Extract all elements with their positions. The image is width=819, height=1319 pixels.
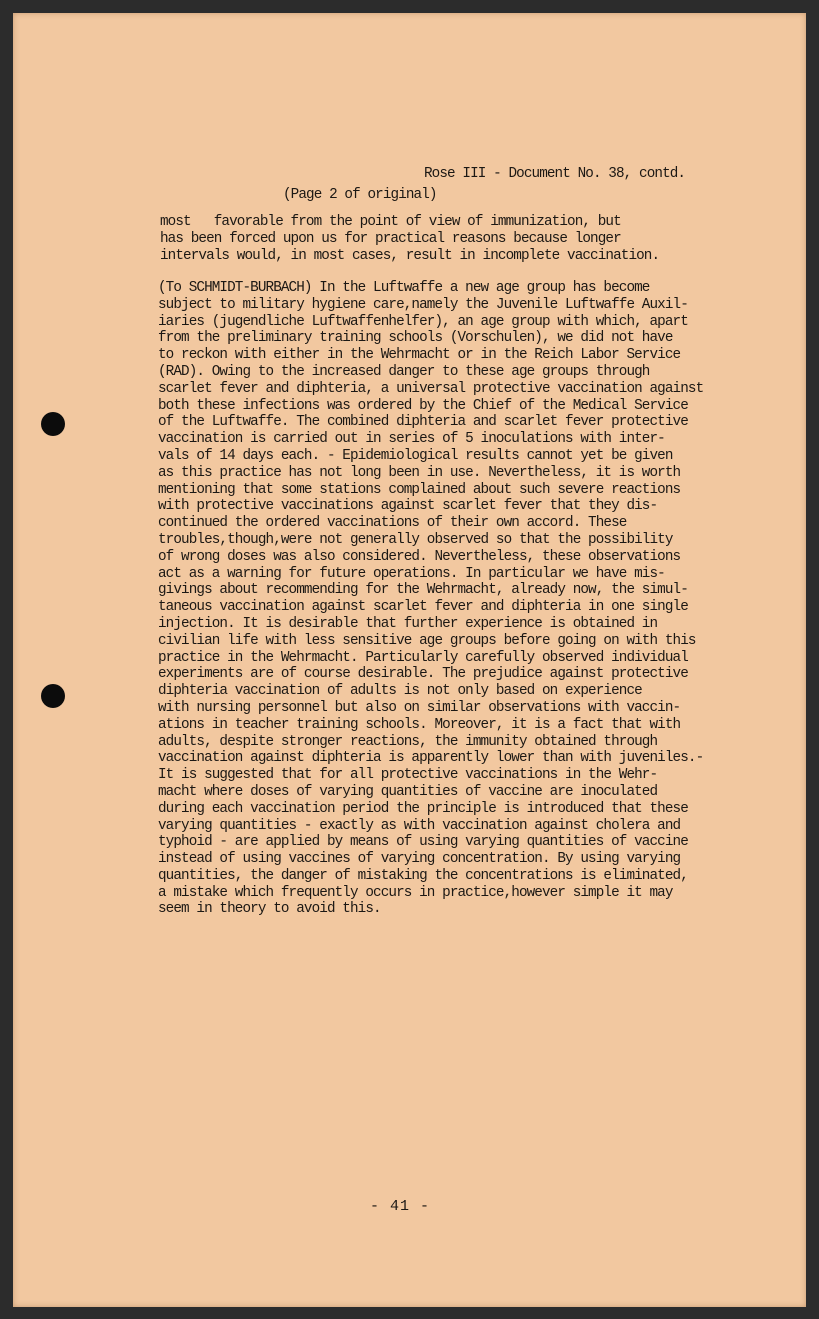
punch-hole-lower — [41, 684, 65, 708]
page-number: - 41 - — [370, 1198, 431, 1215]
paragraph-schmidt-burbach: (To SCHMIDT-BURBACH) In the Luftwaffe a new age group has become subject to military hygiene care,namely the Juvenile Luftwaffe Auxil- iaries (jugendliche Luftwaffenhelfer), an age group with which, apart from the preliminary training schools (Vorschulen), we did not have to reckon with either in the Wehrmacht or in the Reich Labor Service (RAD). Owing to the increased danger to these age groups through scarlet fever and diphteria, a universal protective vaccination against both these infections was ordered by the Chief of the Medical Service of the Luftwaffe. The combined diphteria and scarlet fever protective vaccination is carried out in series of 5 inoculations with inter- vals of 14 days each. - Epidemiological results cannot yet be given as this practice has not long been in use. Nevertheless, it is worth mentioning that some stations complained about such severe reactions with protective vaccinations against scarlet fever that they dis- continued the ordered vaccinations of their own accord. These troubles,though,were not generally observed so that the possibility of wrong doses was also considered. Nevertheless, these observations act as a warning for future operations. In particular we have mis- givings about recommending for the Wehrmacht, already now, the simul- taneous vaccination against scarlet fever and diphteria in one single injection. It is desirable that further experience is obtained in civilian life with less sensitive age groups before going on with this practice in the Wehrmacht. Particularly carefully observed individual experiments are of course desirable. The prejudice against protective diphteria vaccination of adults is not only based on experience with nursing personnel but also on similar observations with vaccin- ations in teacher training schools. Moreover, it is a fact that with adults, despite stronger reactions, the immunity obtained through vaccination against diphteria is apparently lower than with juveniles.- It is suggested that for all protective vaccinations in the Wehr- macht where doses of varying quantities of vaccine are inoculated during each vaccination period the principle is introduced that these varying quantities - exactly as with vaccination against cholera and typhoid - are applied by means of using varying quantities of vaccine instead of using vaccines of varying concentration. By using varying quantities, the danger of mistaking the concentrations is eliminated, a mistake which frequently occurs in practice,however simple it may seem in theory to avoid this. — [158, 280, 704, 918]
page-of-original-note: (Page 2 of original) — [283, 187, 437, 203]
document-reference-header: Rose III - Document No. 38, contd. — [424, 166, 686, 182]
paragraph-continuation: most favorable from the point of view of immunization, but has been forced upon us for practical reasons because longer intervals would, in most cases, result in incomplete vaccination. — [160, 214, 660, 264]
punch-hole-upper — [41, 412, 65, 436]
